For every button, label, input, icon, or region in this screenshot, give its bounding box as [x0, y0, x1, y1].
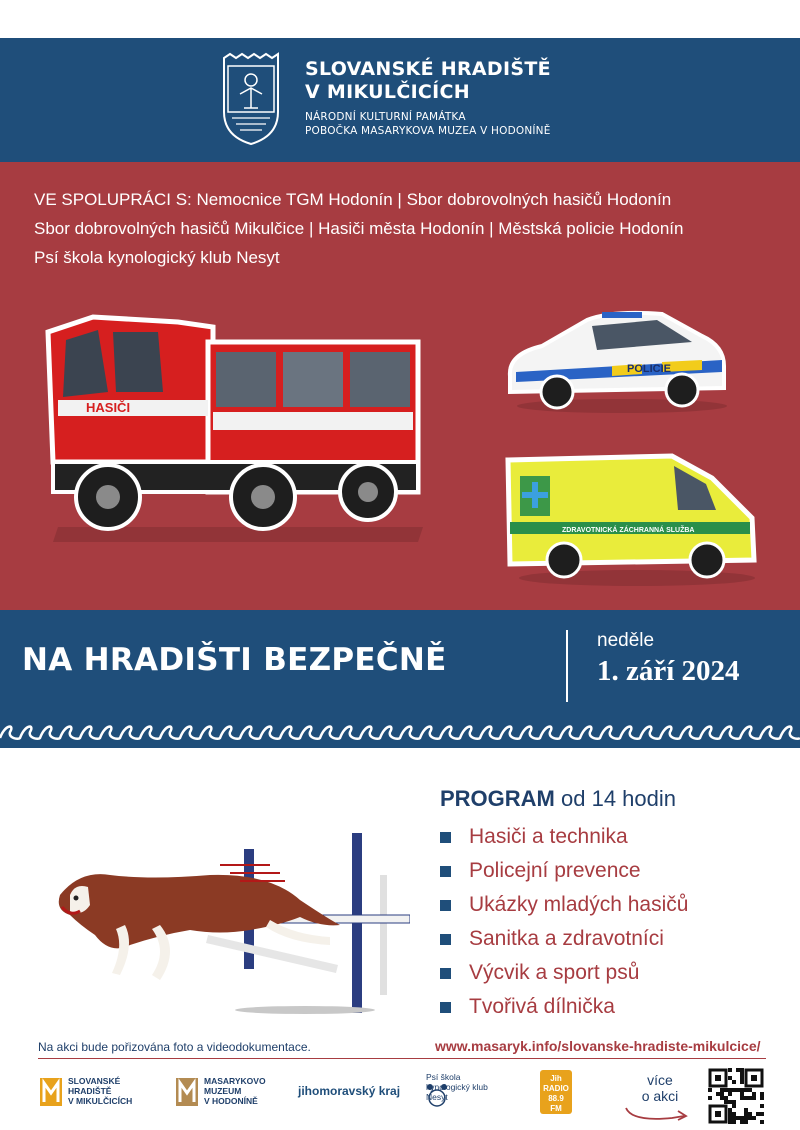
program-heading-label: PROGRAM [440, 786, 555, 811]
fire-truck-image [38, 312, 428, 542]
sponsor-slovanske-hradiste [40, 1076, 150, 1110]
program-item [440, 990, 688, 1024]
police-car-image [502, 306, 732, 414]
museum-crest-logo [220, 52, 282, 146]
qr-code[interactable] [708, 1068, 764, 1124]
sponsor-jihomoravsky-kraj [298, 1084, 400, 1098]
cooperation-line3: Psí škola kynologický klub Nesyt [34, 248, 280, 267]
org-subtitle-line2: POBOČKA MASARYKOVA MUZEA V HODONÍNĚ [305, 125, 551, 137]
org-subtitle [305, 110, 551, 138]
photo-notice: Na akci bude pořizována foto a videodokumentace. [38, 1040, 311, 1054]
bullet-square-icon [440, 832, 451, 843]
program-item-label: Sanitka a zdravotníci [469, 927, 664, 950]
ambulance-image [502, 448, 764, 588]
cooperation-line1: VE SPOLUPRÁCI S: Nemocnice TGM Hodonín | Sbor dobrovolných hasičů Hodonín [34, 190, 672, 209]
org-title [305, 58, 551, 104]
curved-arrow-icon [622, 1104, 692, 1124]
program-item [440, 922, 688, 956]
program-item [440, 820, 688, 854]
program-item [440, 888, 688, 922]
bullet-square-icon [440, 866, 451, 877]
program-item-label: Tvořivá dílnička [469, 995, 615, 1018]
website-link[interactable]: www.masaryk.info/slovanske-hradiste-mikulcice/ [435, 1038, 761, 1054]
sponsor-4-text: Psí škola kynologický klub Nesyt [426, 1072, 488, 1102]
program-item [440, 854, 688, 888]
sponsor-3-text: jihomoravský kraj [298, 1084, 401, 1098]
footer-rule [38, 1058, 766, 1059]
program-item-label: Výcvik a sport psů [469, 961, 640, 984]
wave-ornament [0, 720, 800, 748]
sponsor-1-text: SLOVANSKÉ HRADIŠTĚ V MIKULČICÍCH [68, 1076, 133, 1106]
agility-dog-image [40, 825, 410, 1015]
cooperation-line2: Sbor dobrovolných hasičů Mikulčice | Hasiči města Hodonín | Městská policie Hodonín [34, 219, 684, 238]
program-heading [440, 786, 676, 812]
org-title-line1: SLOVANSKÉ HRADIŠTĚ [305, 58, 551, 80]
fire-truck-label: HASIČI [86, 400, 131, 415]
sponsor-psi-skola [424, 1072, 524, 1114]
ambulance-label: ZDRAVOTNICKÁ ZÁCHRANNÁ SLUŽBA [562, 527, 695, 534]
m-logo-brown-icon [176, 1078, 198, 1106]
police-car-label: POLICIE [627, 363, 672, 375]
program-item-label: Hasiči a technika [469, 825, 628, 848]
m-logo-gold-icon [40, 1078, 62, 1106]
program-time: od 14 hodin [561, 786, 677, 811]
bullet-square-icon [440, 900, 451, 911]
bullet-square-icon [440, 1002, 451, 1013]
sponsor-radio-jih [540, 1070, 574, 1114]
program-list [440, 820, 688, 1024]
more-info-text: více o akci [641, 1072, 679, 1104]
bullet-square-icon [440, 934, 451, 945]
title-divider [566, 630, 568, 702]
sponsor-2-text: MASARYKOVO MUZEUM V HODONÍNĚ [204, 1076, 266, 1106]
bullet-square-icon [440, 968, 451, 979]
cooperation-text [34, 185, 784, 272]
sponsor-5-text: Jih RADIO 88.9 FM [543, 1074, 569, 1113]
program-item-label: Policejní prevence [469, 859, 641, 882]
program-item-label: Ukázky mladých hasičů [469, 893, 689, 916]
org-title-line2: V MIKULČICÍCH [305, 81, 470, 103]
event-day: neděle [597, 630, 655, 651]
org-subtitle-line1: NÁRODNÍ KULTURNÍ PAMÁTKA [305, 111, 466, 123]
event-title: NA HRADIŠTI BEZPEČNĚ [22, 642, 447, 678]
program-item [440, 956, 688, 990]
sponsor-masarykovo-muzeum [176, 1076, 286, 1110]
event-date: 1. září 2024 [597, 655, 740, 687]
more-info-label [628, 1072, 692, 1124]
